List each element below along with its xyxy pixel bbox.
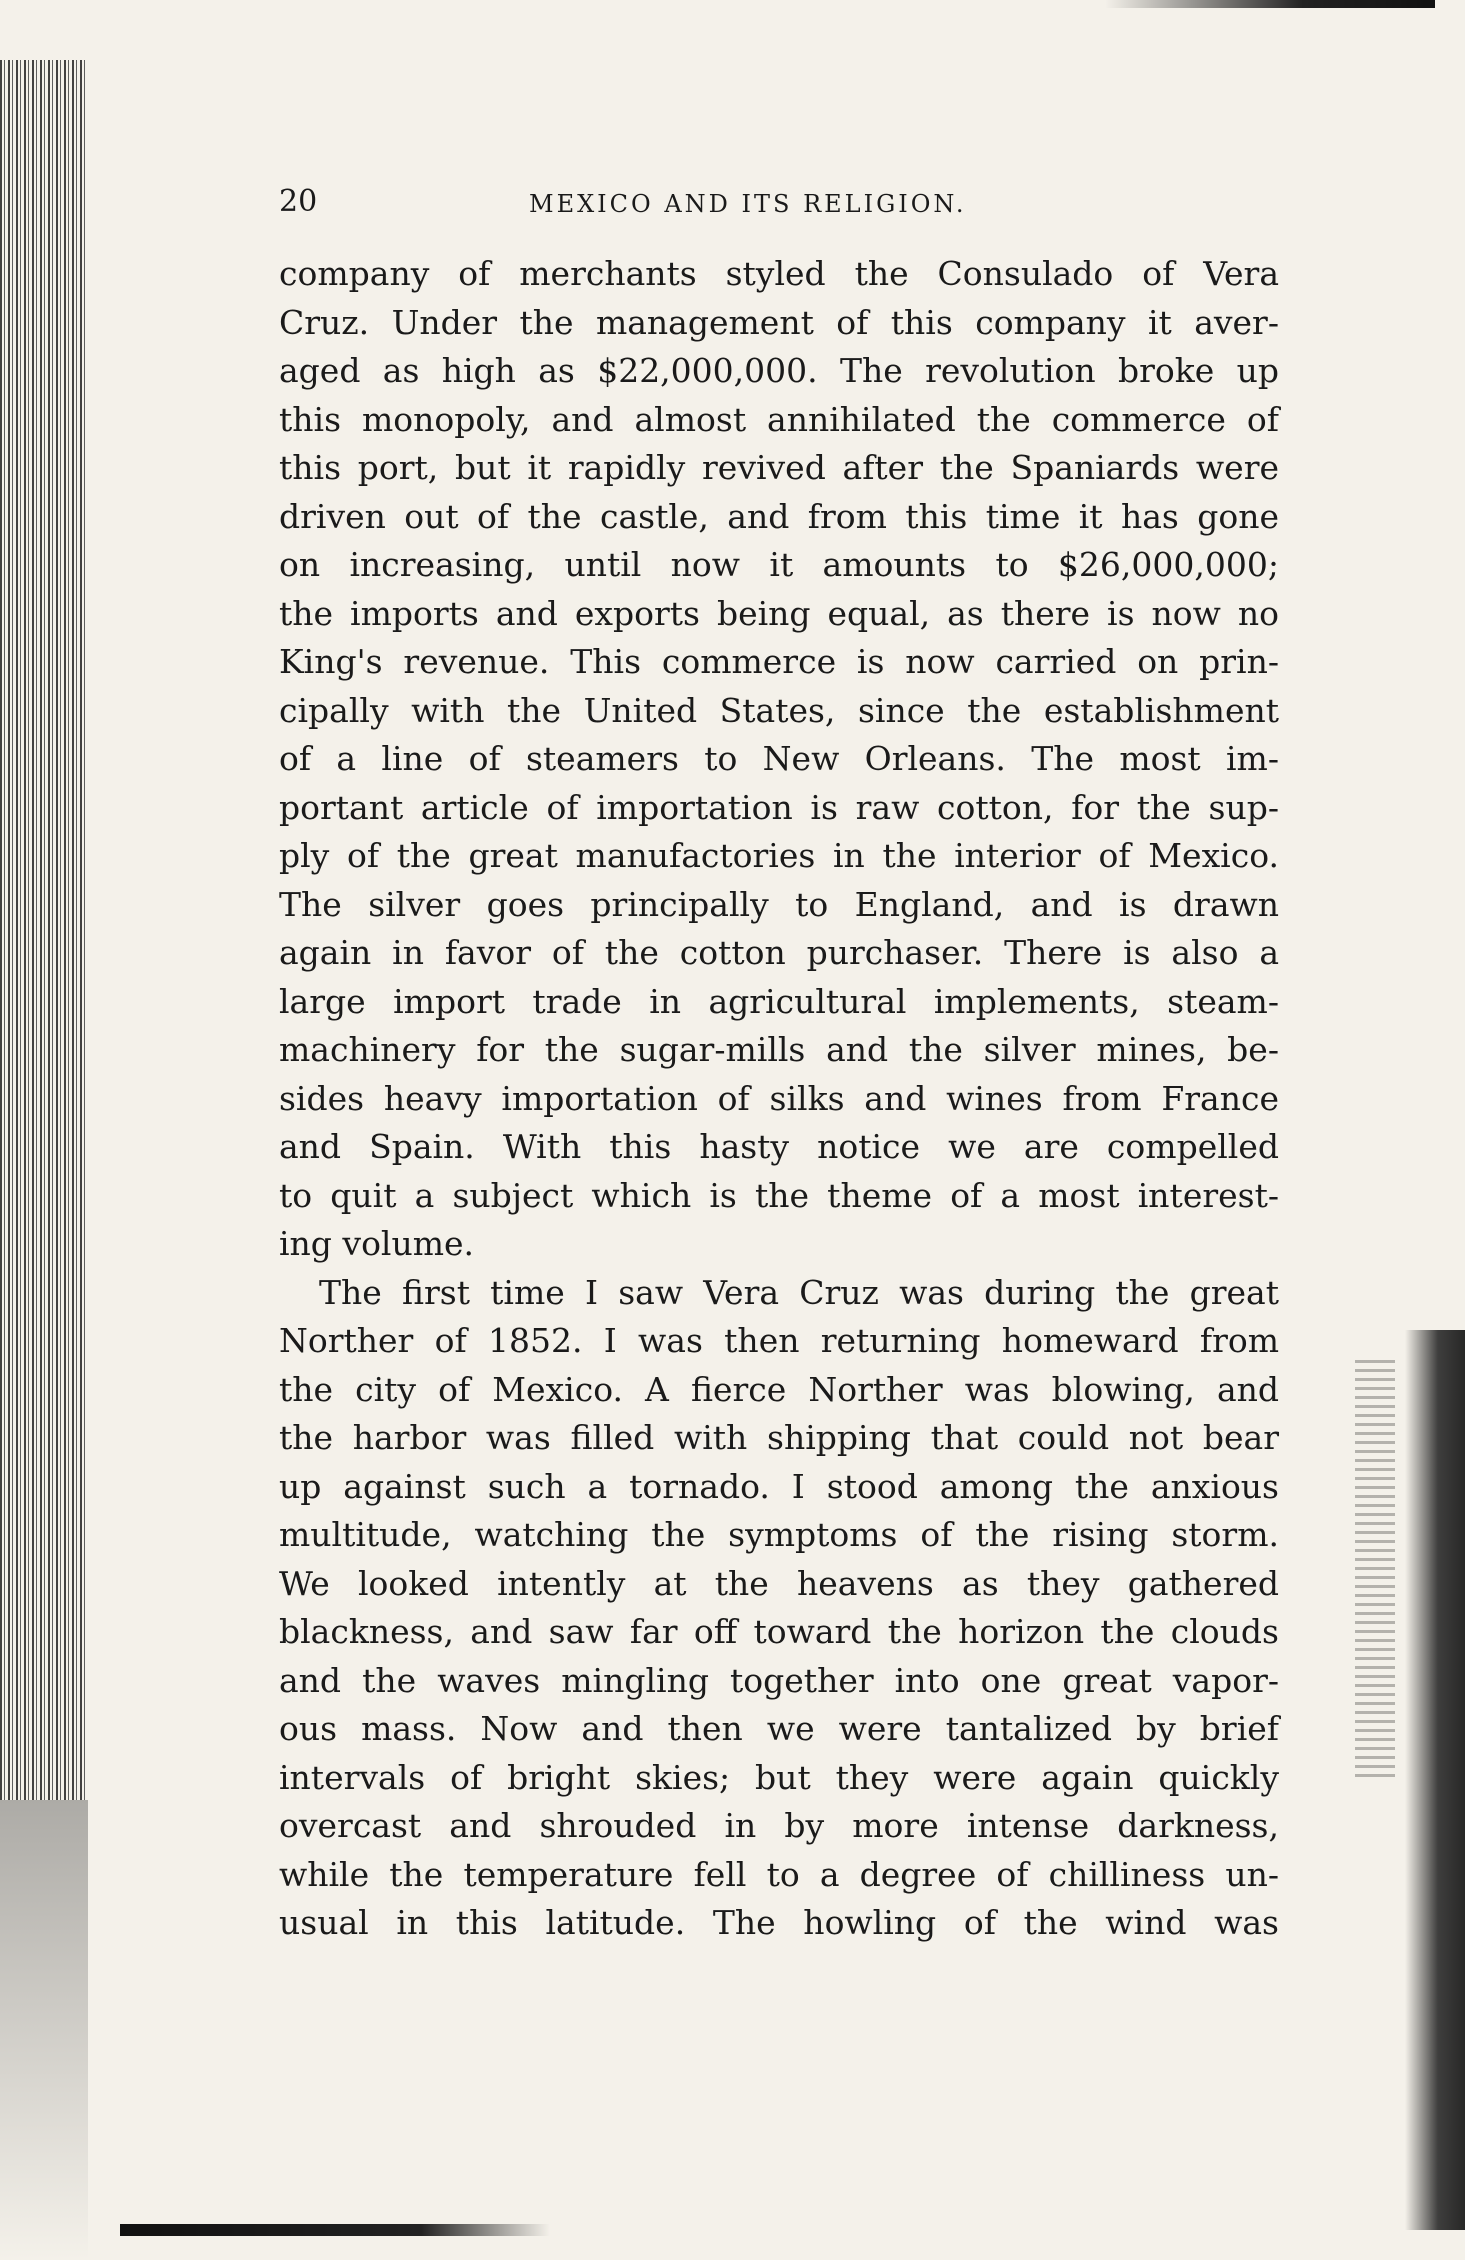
text-line: aged as high as $22,000,000. The revolution broke up [279, 351, 1279, 390]
scan-bottom-mark [120, 2224, 550, 2236]
scan-gutter-shadow [0, 1800, 88, 2260]
text-line: machinery for the sugar-mills and the silver mines, be- [279, 1030, 1279, 1069]
text-line: while the temperature fell to a degree of chilliness un- [279, 1854, 1279, 1894]
text-line: large import trade in agricultural implements, steam- [279, 981, 1279, 1021]
scan-gutter-left [0, 60, 88, 1800]
text-line: driven out of the castle, and from this time it has gone [279, 496, 1279, 536]
text-line: overcast and shrouded in by more intense darkness, [279, 1806, 1279, 1845]
scan-edge-speckle [1355, 1360, 1395, 1780]
scan-top-mark [1105, 0, 1435, 8]
text-line: the imports and exports being equal, as there is now no [279, 593, 1279, 633]
book-page [279, 172, 1279, 1948]
text-line: company of merchants styled the Consulado of Vera [279, 254, 1279, 293]
text-line: this port, but it rapidly revived after the Spaniards were [279, 448, 1279, 487]
paragraph-1 [279, 250, 1279, 1269]
running-head: MEXICO AND ITS RELIGION. [529, 190, 967, 218]
text-line: cipally with the United States, since the establishment [279, 690, 1279, 730]
text-line: sides heavy importation of silks and wines from France [279, 1078, 1279, 1118]
page-header [279, 172, 1279, 232]
text-line: usual in this latitude. The howling of the wind was [279, 1903, 1279, 1942]
text-line: portant article of importation is raw cotton, for the sup- [279, 787, 1279, 827]
text-line: to quit a subject which is the theme of a most interest- [279, 1175, 1279, 1215]
text-line: the harbor was filled with shipping that could not bear [279, 1418, 1279, 1457]
text-line: and Spain. With this hasty notice we are compelled [279, 1127, 1279, 1166]
text-line: We looked intently at the heavens as they gathered [279, 1563, 1279, 1603]
text-line: this monopoly, and almost annihilated the commerce of [279, 399, 1279, 439]
text-line: on increasing, until now it amounts to $26,000,000; [279, 545, 1279, 584]
text-line: up against such a tornado. I stood among the anxious [279, 1466, 1279, 1506]
text-line: of a line of steamers to New Orleans. The most im- [279, 739, 1279, 778]
text-line: Cruz. Under the management of this company it aver- [279, 302, 1279, 342]
text-line: ing volume. [279, 1224, 475, 1263]
text-line: the city of Mexico. A fierce Norther was blowing, and [279, 1369, 1279, 1409]
paragraph-2 [279, 1269, 1279, 1948]
text-line: Norther of 1852. I was then returning homeward from [279, 1321, 1279, 1360]
text-line: ous mass. Now and then we were tantalized by brief [279, 1709, 1279, 1748]
text-line: multitude, watching the symptoms of the rising storm. [279, 1515, 1279, 1554]
page-number: 20 [279, 184, 318, 219]
text-line: and the waves mingling together into one great vapor- [279, 1660, 1279, 1700]
text-line: The first time I saw Vera Cruz was during the great [319, 1272, 1279, 1312]
scan-edge-right [1405, 1330, 1465, 2230]
text-line: again in favor of the cotton purchaser. There is also a [279, 933, 1279, 972]
text-line: ply of the great manufactories in the interior of Mexico. [279, 836, 1279, 875]
text-line: The silver goes principally to England, and is drawn [279, 884, 1279, 924]
text-line: intervals of bright skies; but they were again quickly [279, 1757, 1279, 1797]
text-line: King's revenue. This commerce is now carried on prin- [279, 642, 1279, 681]
text-line: blackness, and saw far off toward the horizon the clouds [279, 1612, 1279, 1651]
